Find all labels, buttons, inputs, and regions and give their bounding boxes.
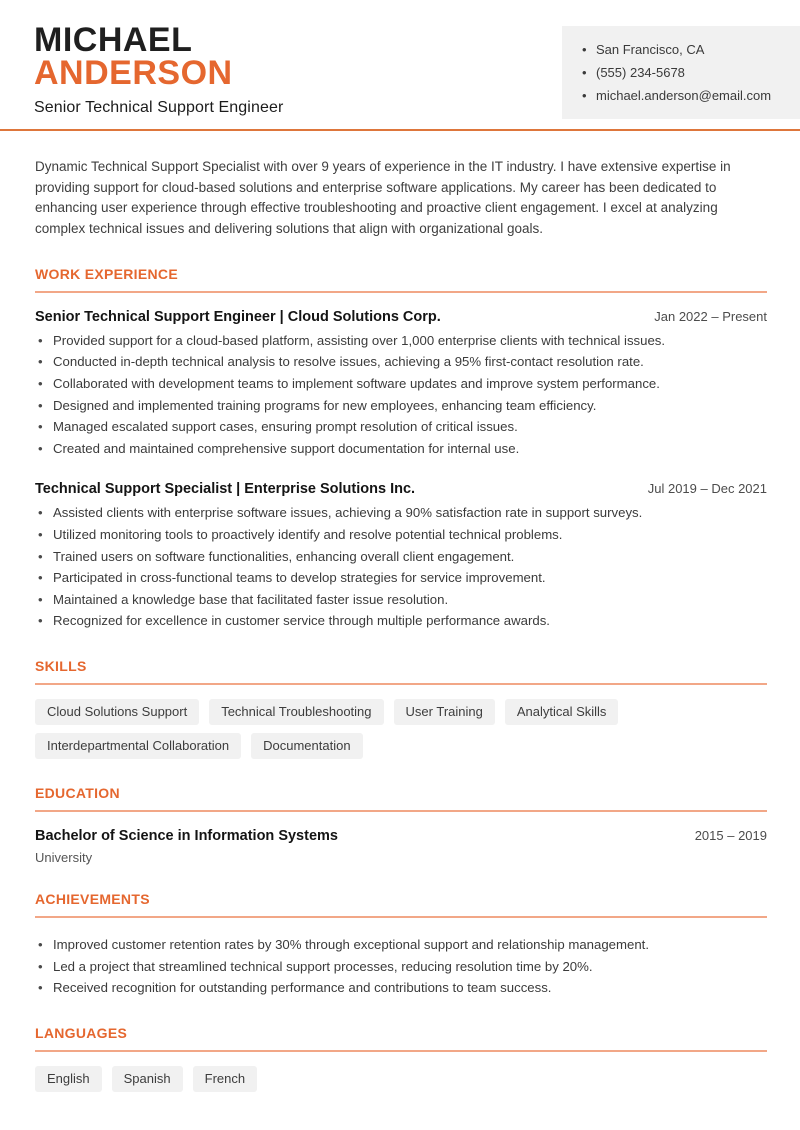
languages-tag-list bbox=[35, 1066, 767, 1092]
section-divider bbox=[35, 810, 767, 812]
education-heading: EDUCATION bbox=[35, 784, 120, 801]
contact-location: • San Francisco, CA bbox=[582, 38, 786, 61]
skill-tag: Analytical Skills bbox=[505, 699, 619, 725]
skill-tag: User Training bbox=[394, 699, 495, 725]
section-divider bbox=[35, 916, 767, 918]
achievement-bullet: • Led a project that streamlined technical support processes, reducing resolution time by 20%. bbox=[35, 956, 767, 978]
summary-paragraph: Dynamic Technical Support Specialist with over 9 years of experience in the IT industry. I have extensive expertise in providing support for cloud-based solutions and enterprise software applications. My career has been dedicated to enhancing user experience through effective troubleshooting and proactive client engagement. I excel at analyzing complex technical issues and delivering solutions that align with organizational goals. bbox=[35, 159, 731, 237]
achievements-heading: ACHIEVEMENTS bbox=[35, 890, 150, 907]
languages-heading: LANGUAGES bbox=[35, 1024, 128, 1041]
resume-body bbox=[0, 157, 800, 1092]
achievement-bullet: • Improved customer retention rates by 30% through exceptional support and relationship management. bbox=[35, 934, 767, 956]
skills-heading: SKILLS bbox=[35, 657, 87, 674]
section-divider bbox=[35, 291, 767, 293]
work-experience-heading: WORK EXPERIENCE bbox=[35, 265, 178, 282]
job-bullet: • Provided support for a cloud-based platform, assisting over 1,000 enterprise clients with technical issues. bbox=[35, 330, 767, 352]
contact-list bbox=[582, 38, 786, 107]
job-bullet: • Recognized for excellence in customer service through multiple performance awards. bbox=[35, 610, 767, 632]
language-tag: French bbox=[193, 1066, 257, 1092]
skill-tag: Documentation bbox=[251, 733, 362, 759]
education-entry bbox=[35, 828, 767, 865]
candidate-job-title: Senior Technical Support Engineer bbox=[34, 99, 284, 116]
language-tag: Spanish bbox=[112, 1066, 183, 1092]
section-work-experience bbox=[35, 266, 767, 632]
first-name: MICHAEL bbox=[34, 21, 193, 59]
degree-row bbox=[35, 828, 767, 844]
section-achievements bbox=[35, 891, 767, 999]
contact-phone: • (555) 234-5678 bbox=[582, 61, 786, 84]
skill-tag: Cloud Solutions Support bbox=[35, 699, 199, 725]
institution-name: University bbox=[35, 849, 93, 865]
job-bullet: • Conducted in-depth technical analysis to resolve issues, achieving a 95% first-contact resolution rate. bbox=[35, 351, 767, 373]
name-block bbox=[34, 21, 284, 117]
job-bullet: • Designed and implemented training programs for new employees, enhancing team efficiency. bbox=[35, 395, 767, 417]
section-divider bbox=[35, 683, 767, 685]
job-title-row bbox=[35, 309, 767, 325]
job-entry bbox=[35, 481, 767, 632]
job-dates: Jul 2019 – Dec 2021 bbox=[647, 481, 767, 497]
job-bullet: • Trained users on software functionalities, enhancing overall client engagement. bbox=[35, 546, 767, 568]
section-divider bbox=[35, 1050, 767, 1052]
job-bullet: • Utilized monitoring tools to proactively identify and resolve potential technical problems. bbox=[35, 524, 767, 546]
job-title: Senior Technical Support Engineer | Cloud Solutions Corp. bbox=[35, 308, 441, 325]
section-languages bbox=[35, 1025, 767, 1092]
job-entry bbox=[35, 309, 767, 460]
job-title: Technical Support Specialist | Enterprise Solutions Inc. bbox=[35, 481, 416, 498]
achievement-bullet: • Received recognition for outstanding performance and contributions to team success. bbox=[35, 977, 767, 999]
job-dates: Jan 2022 – Present bbox=[654, 308, 767, 324]
job-bullet: • Participated in cross-functional teams to develop strategies for service improvement. bbox=[35, 567, 767, 589]
contact-box bbox=[562, 26, 800, 119]
language-tag: English bbox=[35, 1066, 102, 1092]
job-bullet: • Assisted clients with enterprise software issues, achieving a 90% satisfaction rate in support surveys. bbox=[35, 502, 767, 524]
last-name: ANDERSON bbox=[34, 54, 233, 92]
achievements-list bbox=[35, 934, 767, 999]
resume-header bbox=[0, 0, 800, 131]
job-bullet-list bbox=[35, 330, 767, 460]
job-bullet: • Managed escalated support cases, ensuring prompt resolution of critical issues. bbox=[35, 416, 767, 438]
skill-tag: Technical Troubleshooting bbox=[209, 699, 383, 725]
degree-title: Bachelor of Science in Information Systems bbox=[35, 827, 338, 844]
job-bullet: • Created and maintained comprehensive support documentation for internal use. bbox=[35, 438, 767, 460]
job-bullet-list bbox=[35, 502, 767, 632]
job-bullet: • Collaborated with development teams to implement software updates and improve system performance. bbox=[35, 373, 767, 395]
contact-email: • michael.anderson@email.com bbox=[582, 84, 786, 107]
skill-tag: Interdepartmental Collaboration bbox=[35, 733, 241, 759]
job-bullet: • Maintained a knowledge base that facilitated faster issue resolution. bbox=[35, 589, 767, 611]
education-dates: 2015 – 2019 bbox=[694, 827, 767, 843]
section-education bbox=[35, 785, 767, 865]
job-title-row bbox=[35, 481, 767, 497]
candidate-name bbox=[34, 21, 283, 92]
skills-tag-list bbox=[35, 699, 767, 759]
section-skills bbox=[35, 658, 767, 759]
